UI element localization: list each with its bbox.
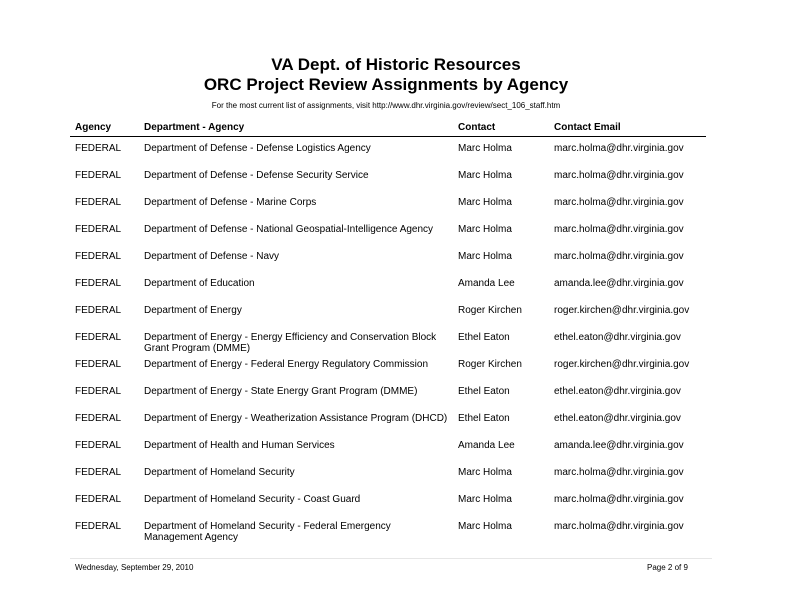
department-cell: Department of Defense - Defense Logistics Agency [144,143,371,154]
table-row [0,413,792,440]
contact-cell: Roger Kirchen [458,359,522,370]
column-header-contact: Contact [458,122,496,133]
footer-divider [70,558,712,559]
department-cell: Department of Energy - Energy Efficiency and Conservation Block Grant Program (DMME) [144,332,437,354]
footer-date: Wednesday, September 29, 2010 [75,563,194,572]
agency-cell: FEDERAL [75,332,122,343]
department-cell: Department of Homeland Security - Federal Emergency Management Agency [144,521,391,543]
agency-cell: FEDERAL [75,251,122,262]
table-row [0,386,792,413]
contact-cell: Roger Kirchen [458,305,522,316]
table-row [0,251,792,278]
agency-cell: FEDERAL [75,386,122,397]
department-cell: Department of Energy - State Energy Grant Program (DMME) [144,386,418,397]
email-cell: amanda.lee@dhr.virginia.gov [554,278,684,289]
table-row [0,197,792,224]
agency-cell: FEDERAL [75,494,122,505]
email-cell: marc.holma@dhr.virginia.gov [554,494,684,505]
email-cell: amanda.lee@dhr.virginia.gov [554,440,684,451]
table-row [0,143,792,170]
email-cell: marc.holma@dhr.virginia.gov [554,197,684,208]
column-header-agency: Agency [75,122,112,133]
table-row [0,278,792,305]
email-cell: marc.holma@dhr.virginia.gov [554,251,684,262]
contact-cell: Ethel Eaton [458,386,510,397]
agency-cell: FEDERAL [75,224,122,235]
assignments-table [0,143,792,548]
contact-cell: Marc Holma [458,494,512,505]
contact-cell: Marc Holma [458,170,512,181]
agency-cell: FEDERAL [75,197,122,208]
table-row [0,224,792,251]
agency-cell: FEDERAL [75,278,122,289]
email-cell: marc.holma@dhr.virginia.gov [554,170,684,181]
header-divider [70,136,706,137]
contact-cell: Marc Holma [458,197,512,208]
table-row [0,332,792,359]
contact-cell: Ethel Eaton [458,332,510,343]
email-cell: marc.holma@dhr.virginia.gov [554,521,684,532]
department-cell: Department of Homeland Security - Coast Guard [144,494,361,505]
contact-cell: Marc Holma [458,251,512,262]
table-row [0,494,792,521]
agency-cell: FEDERAL [75,170,122,181]
department-cell: Department of Energy - Weatherization Assistance Program (DHCD) [144,413,448,424]
department-cell: Department of Energy [144,305,242,316]
contact-cell: Marc Holma [458,224,512,235]
department-cell: Department of Education [144,278,255,289]
page-number: Page 2 of 9 [647,563,688,572]
agency-cell: FEDERAL [75,467,122,478]
contact-cell: Amanda Lee [458,440,515,451]
contact-cell: Amanda Lee [458,278,515,289]
department-cell: Department of Defense - Defense Security Service [144,170,369,181]
column-header-department: Department - Agency [144,122,245,133]
department-cell: Department of Defense - National Geospatial-Intelligence Agency [144,224,434,235]
contact-cell: Marc Holma [458,143,512,154]
agency-cell: FEDERAL [75,440,122,451]
email-cell: marc.holma@dhr.virginia.gov [554,467,684,478]
table-row [0,305,792,332]
email-cell: ethel.eaton@dhr.virginia.gov [554,386,681,397]
email-cell: marc.holma@dhr.virginia.gov [554,224,684,235]
department-cell: Department of Homeland Security [144,467,295,478]
department-cell: Department of Defense - Marine Corps [144,197,317,208]
column-header-email: Contact Email [554,122,621,133]
agency-cell: FEDERAL [75,143,122,154]
contact-cell: Marc Holma [458,521,512,532]
report-subtitle: ORC Project Review Assignments by Agency [203,75,569,94]
assignments-url-note: For the most current list of assignments, visit http://www.dhr.virginia.gov/review/sect_106_staff.htm [211,101,561,110]
table-row [0,440,792,467]
department-cell: Department of Health and Human Services [144,440,335,451]
agency-cell: FEDERAL [75,413,122,424]
agency-cell: FEDERAL [75,305,122,316]
email-cell: ethel.eaton@dhr.virginia.gov [554,413,681,424]
agency-cell: FEDERAL [75,521,122,532]
table-row [0,170,792,197]
department-cell: Department of Defense - Navy [144,251,280,262]
email-cell: roger.kirchen@dhr.virginia.gov [554,359,690,370]
table-row [0,359,792,386]
contact-cell: Marc Holma [458,467,512,478]
report-title: VA Dept. of Historic Resources [271,55,521,74]
email-cell: ethel.eaton@dhr.virginia.gov [554,332,681,343]
email-cell: marc.holma@dhr.virginia.gov [554,143,684,154]
email-cell: roger.kirchen@dhr.virginia.gov [554,305,690,316]
table-row [0,467,792,494]
contact-cell: Ethel Eaton [458,413,510,424]
department-cell: Department of Energy - Federal Energy Regulatory Commission [144,359,429,370]
agency-cell: FEDERAL [75,359,122,370]
table-row [0,521,792,548]
